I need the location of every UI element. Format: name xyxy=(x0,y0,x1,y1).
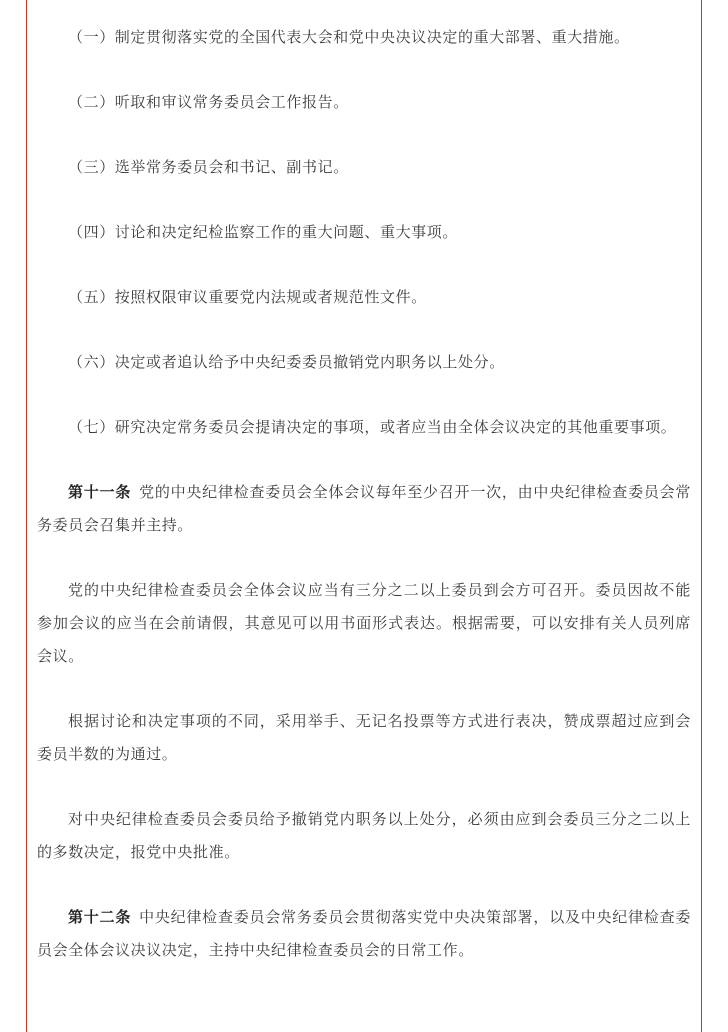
list-item-7: （七）研究决定常务委员会提请决定的事项，或者应当由全体会议决定的其他重要事项。 xyxy=(68,418,677,436)
list-item-3: （三）选举常务委员会和书记、副书记。 xyxy=(68,158,349,176)
article-12-paragraph xyxy=(37,901,691,967)
left-border-line xyxy=(26,0,27,1032)
list-item-2: （二）听取和审议常务委员会工作报告。 xyxy=(68,93,349,111)
list-item-4: （四）讨论和决定纪检监察工作的重大问题、重大事项。 xyxy=(68,223,459,241)
article-11-text: 党的中央纪律检查委员会全体会议每年至少召开一次，由中央纪律检查委员会常务委员会召集并主持。 xyxy=(37,483,691,534)
list-item-6: （六）决定或者追认给予中央纪委委员撤销党内职务以上处分。 xyxy=(68,353,505,371)
article-12-text: 中央纪律检查委员会常务委员会贯彻落实党中央决策部署，以及中央纪律检查委员会全体会议决议决定，主持中央纪律检查委员会的日常工作。 xyxy=(37,908,691,959)
article-12-heading: 第十二条 xyxy=(68,908,132,926)
article-body xyxy=(37,0,691,999)
article-11-heading: 第十一条 xyxy=(68,483,132,501)
right-border-line xyxy=(701,0,702,1032)
list-item-1: （一）制定贯彻落实党的全国代表大会和党中央决议决定的重大部署、重大措施。 xyxy=(68,28,630,46)
paragraph-voting: 根据讨论和决定事项的不同，采用举手、无记名投票等方式进行表决，赞成票超过应到会委员半数的为通过。 xyxy=(37,712,691,763)
list-item-5: （五）按照权限审议重要党内法规或者规范性文件。 xyxy=(68,288,427,306)
paragraph-quorum: 党的中央纪律检查委员会全体会议应当有三分之二以上委员到会方可召开。委员因故不能参加会议的应当在会前请假，其意见可以用书面形式表达。根据需要，可以安排有关人员列席会议。 xyxy=(37,581,691,665)
paragraph-discipline: 对中央纪律检查委员会委员给予撤销党内职务以上处分，必须由应到会委员三分之二以上的多数决定，报党中央批准。 xyxy=(37,810,691,861)
article-11-paragraph xyxy=(37,476,691,542)
